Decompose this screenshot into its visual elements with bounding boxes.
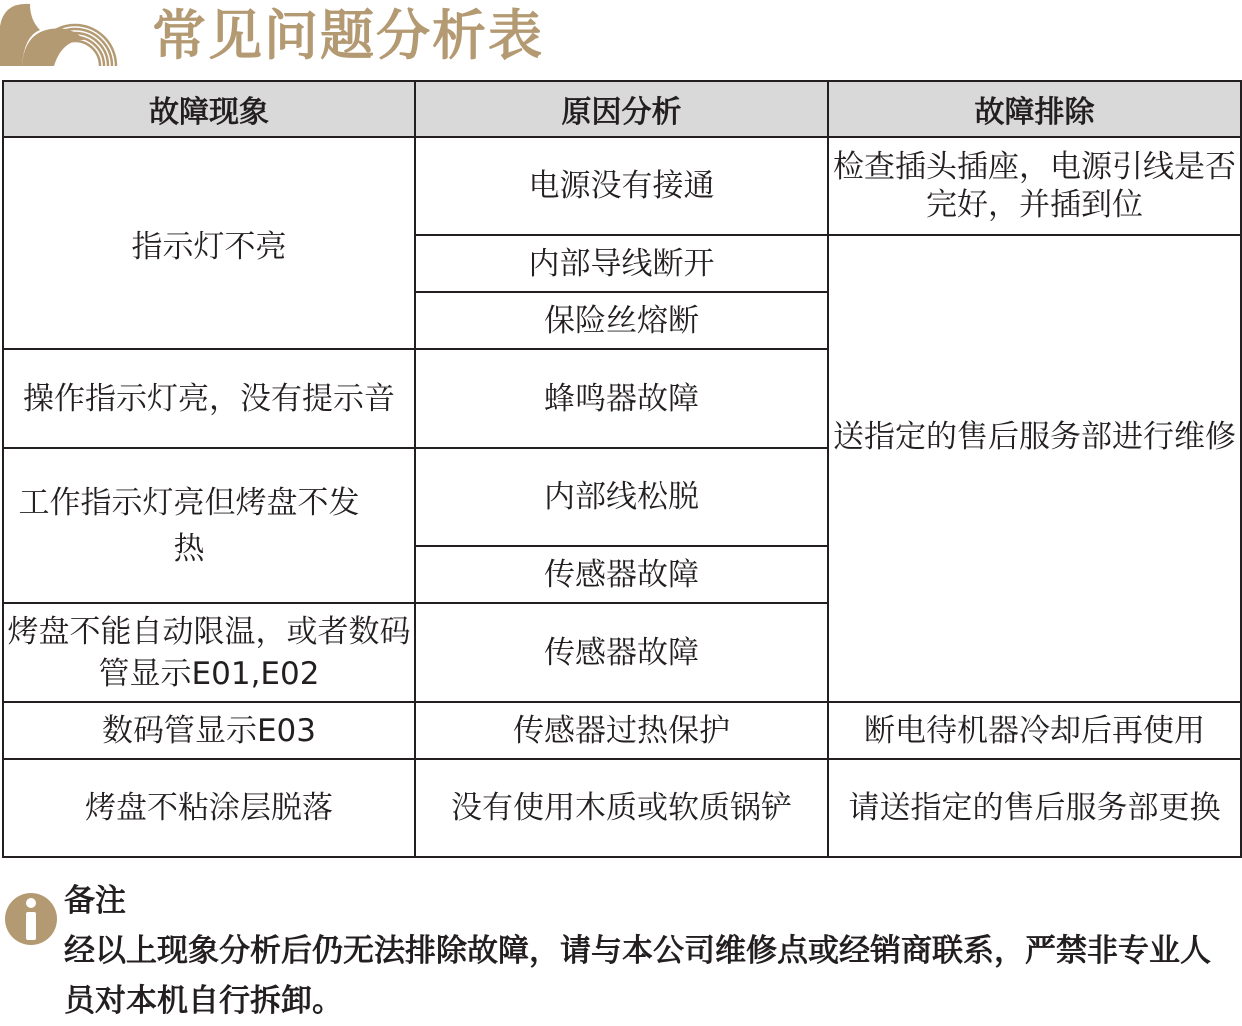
page-title: 常见问题分析表 — [152, 4, 544, 67]
solution-cell: 送指定的售后服务部进行维修 — [828, 235, 1241, 702]
note-title: 备注 — [64, 883, 126, 919]
arc-rings-logo-icon — [0, 0, 130, 72]
solution-cell: 检查插头插座，电源引线是否完好，并插到位 — [828, 137, 1241, 235]
symptom-cell: 烤盘不粘涂层脱落 — [3, 759, 415, 857]
info-icon — [4, 888, 58, 950]
column-header-symptom: 故障现象 — [3, 81, 415, 137]
cause-cell: 没有使用木质或软质锅铲 — [415, 759, 828, 857]
fault-analysis-table — [2, 80, 1242, 858]
cause-cell: 蜂鸣器故障 — [415, 349, 828, 448]
cause-cell: 传感器过热保护 — [415, 702, 828, 759]
cause-cell: 保险丝熔断 — [415, 292, 828, 349]
column-header-solution: 故障排除 — [828, 81, 1241, 137]
table-header-row — [3, 81, 1241, 137]
symptom-cell: 操作指示灯亮，没有提示音 — [3, 349, 415, 448]
solution-cell: 请送指定的售后服务部更换 — [828, 759, 1241, 857]
table-row — [3, 759, 1241, 857]
note-text: 经以上现象分析后仍无法排除故障，请与本公司维修点或经销商联系，严禁非专业人员对本机自行拆卸。 — [64, 933, 1211, 1019]
table-row — [3, 702, 1241, 759]
symptom-cell: 数码管显示E03 — [3, 702, 415, 759]
cause-cell: 传感器故障 — [415, 603, 828, 702]
cause-cell: 内部导线断开 — [415, 235, 828, 292]
column-header-cause: 原因分析 — [415, 81, 828, 137]
cause-cell: 电源没有接通 — [415, 137, 828, 235]
symptom-cell: 指示灯不亮 — [3, 137, 415, 349]
symptom-cell: 烤盘不能自动限温，或者数码管显示E01,E02 — [3, 603, 415, 702]
table-row — [3, 137, 1241, 235]
cause-cell: 传感器故障 — [415, 546, 828, 603]
header — [0, 0, 1242, 76]
symptom-cell: 工作指示灯亮但烤盘不发热 — [3, 448, 415, 603]
cause-cell: 内部线松脱 — [415, 448, 828, 546]
solution-cell: 断电待机器冷却后再使用 — [828, 702, 1241, 759]
